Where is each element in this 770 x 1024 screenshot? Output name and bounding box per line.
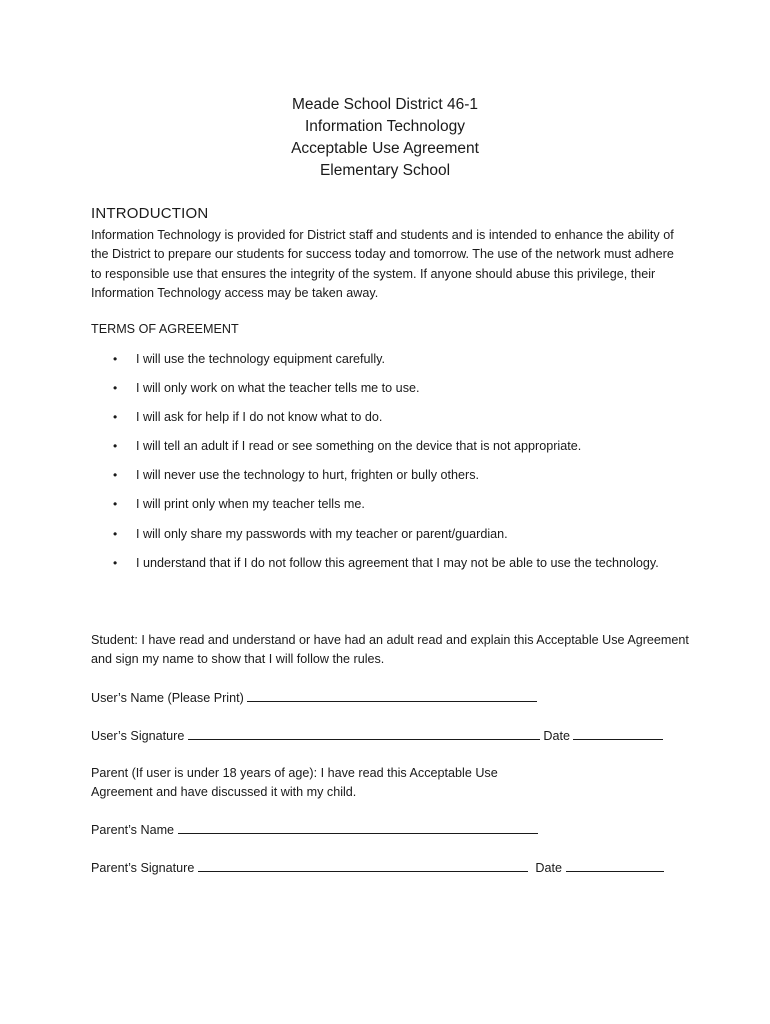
bullet-icon: •: [113, 410, 118, 425]
bullet-icon: •: [113, 526, 118, 541]
users-signature-field[interactable]: [188, 726, 540, 740]
title-school-level: Elementary School: [319, 162, 451, 179]
term-text: I will never use the technology to hurt, frighten or bully others.: [136, 468, 480, 483]
users-name-row: [91, 688, 537, 707]
parents-signature-label: Parent’s Signature: [91, 861, 195, 875]
term-text: I will only share my passwords with my teacher or parent/guardian.: [136, 526, 508, 541]
title-department: Information Technology: [305, 118, 465, 135]
bullet-icon: •: [113, 439, 118, 454]
bullet-icon: •: [113, 381, 118, 396]
parents-signature-row: [91, 858, 664, 877]
introduction-heading: INTRODUCTION: [91, 205, 209, 222]
term-item: [91, 549, 691, 578]
users-name-field[interactable]: [247, 688, 537, 702]
parents-date-label: Date: [535, 861, 562, 875]
parents-name-label: Parent’s Name: [91, 823, 175, 837]
users-signature-row: [91, 726, 663, 745]
users-date-field[interactable]: [573, 726, 663, 740]
term-text: I will only work on what the teacher tells me to use.: [136, 381, 420, 396]
term-text: I will tell an adult if I read or see something on the device that is not appropriate.: [136, 439, 582, 454]
bullet-icon: •: [113, 555, 118, 570]
term-text: I will print only when my teacher tells me.: [136, 497, 365, 512]
parent-statement: Parent (If user is under 18 years of age): I have read this Acceptable Use Agreement and have discussed it with my child.: [91, 766, 498, 800]
parents-name-field[interactable]: [178, 820, 538, 834]
bullet-icon: •: [113, 468, 118, 483]
term-text: I will ask for help if I do not know what to do.: [136, 410, 383, 425]
term-item: [91, 495, 691, 514]
parents-name-row: [91, 820, 538, 839]
term-item: [91, 525, 691, 544]
term-text: I will use the technology equipment carefully.: [136, 352, 385, 366]
parents-date-field[interactable]: [566, 858, 664, 872]
users-name-label: User’s Name (Please Print): [91, 691, 244, 705]
terms-list: [91, 350, 691, 588]
bullet-icon: •: [113, 352, 118, 366]
term-item: [91, 437, 691, 456]
term-item: [91, 350, 691, 369]
users-signature-label: User’s Signature: [91, 729, 185, 743]
term-text: I understand that if I do not follow this agreement that I may not be able to use the technology.: [136, 555, 659, 570]
term-item: [91, 379, 691, 398]
users-date-label: Date: [543, 729, 570, 743]
student-statement: Student: I have read and understand or have had an adult read and explain this Acceptable Use Agreement and sign my name to show that I will follow the rules.: [91, 633, 689, 667]
term-item: [91, 408, 691, 427]
terms-heading: TERMS OF AGREEMENT: [91, 322, 239, 336]
parents-signature-field[interactable]: [198, 858, 528, 872]
introduction-body: Information Technology is provided for District staff and students and is intended to enhance the ability of the District to prepare our students for success today and tomorrow. The use of the network must adhere to responsible use that ensures the integrity of the system. If anyone should abuse this privilege, their Information Technology access may be taken away.: [91, 228, 674, 300]
title-agreement: Acceptable Use Agreement: [291, 140, 479, 157]
bullet-icon: •: [113, 497, 118, 512]
title-district: Meade School District 46-1: [291, 96, 479, 113]
term-item: [91, 466, 691, 485]
document-title: [0, 94, 770, 182]
